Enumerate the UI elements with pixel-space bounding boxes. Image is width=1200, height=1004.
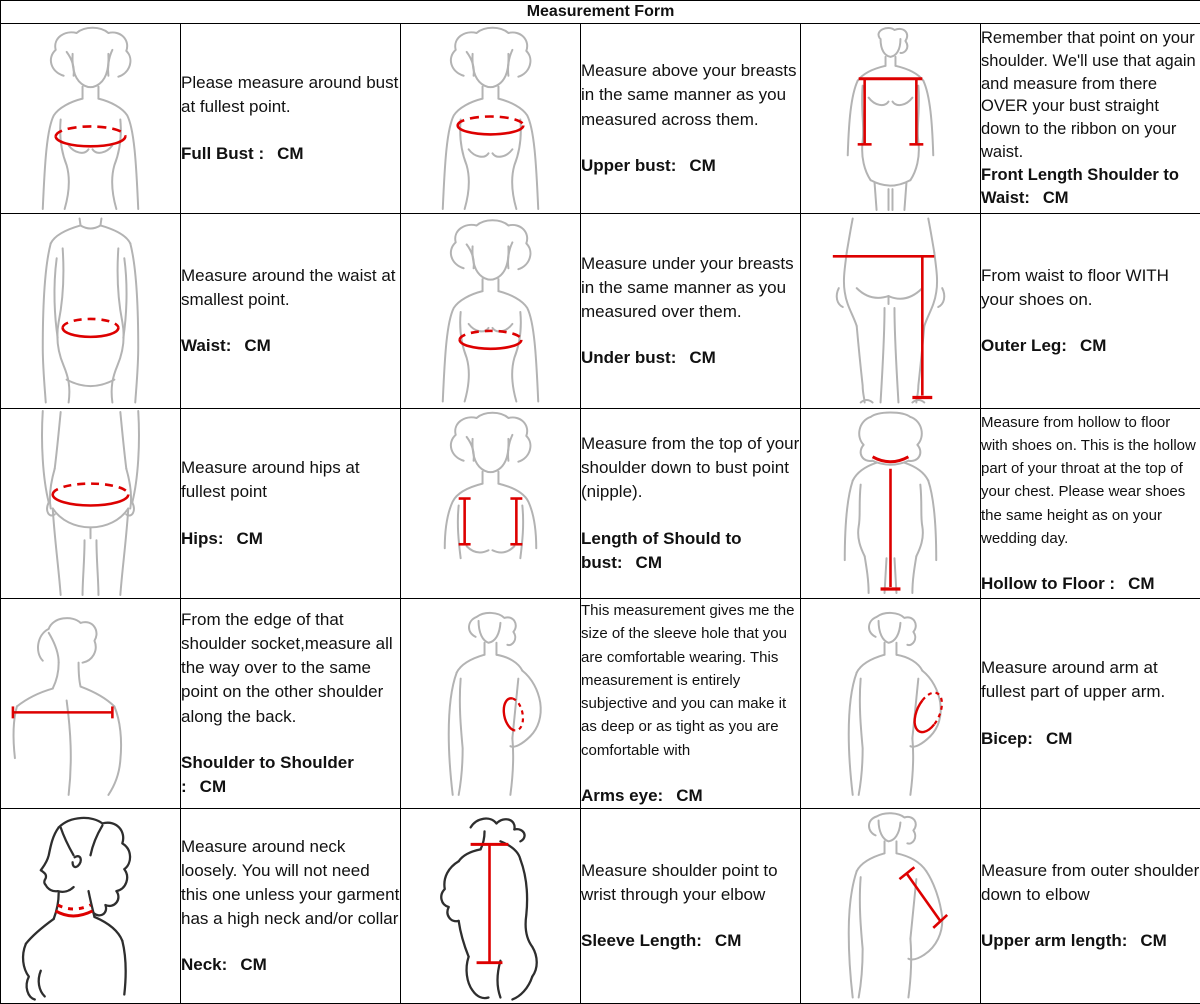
hollow-to-floor-figure-sketch (801, 409, 980, 598)
waist-figure-cell (1, 214, 181, 409)
measurement-description: Measure around neck loosely. You will not need this one unless your garment has a high neck and/or collar (181, 835, 400, 932)
full-bust-figure-sketch (1, 24, 180, 213)
measurement-description: Measure around the waist at smallest point. (181, 264, 400, 312)
neck-figure-sketch (1, 809, 180, 1003)
unit-label: CM (1046, 729, 1072, 748)
waist-text-cell (181, 214, 401, 409)
label-text: Under bust: (581, 348, 676, 367)
sleeve-length-text-cell (581, 808, 801, 1003)
label-text: Neck: (181, 955, 227, 974)
front-length-figure-cell (801, 24, 981, 214)
unit-label: CM (277, 144, 303, 163)
measurement-description: Measure under your breasts in the same manner as you measured over them. (581, 252, 800, 324)
measurement-label (981, 727, 1200, 751)
label-text: Arms eye: (581, 786, 663, 805)
label-text: Bicep: (981, 729, 1033, 748)
full-bust-text-cell (181, 24, 401, 214)
shoulder-to-bust-text-cell (581, 409, 801, 599)
measurement-description: This measurement gives me the size of the sleeve hole that you are comfortable wearing. This measurement is entirely subjective and you can make it as deep or as tight as you are comfortable with (581, 599, 800, 762)
arms-eye-figure-cell (401, 599, 581, 809)
upper-arm-figure-cell (801, 808, 981, 1003)
measurement-label (181, 953, 400, 977)
measurement-label (981, 572, 1200, 596)
upper-bust-figure-cell (401, 24, 581, 214)
upper-bust-text-cell (581, 24, 801, 214)
upper-arm-text-cell (981, 808, 1200, 1003)
measurement-label (581, 784, 800, 808)
hips-text-cell (181, 409, 401, 599)
label-text: Sleeve Length: (581, 931, 702, 950)
bicep-figure-sketch (801, 599, 980, 808)
neck-text-cell (181, 808, 401, 1003)
label-text: Upper arm length: (981, 931, 1127, 950)
page-title: Measurement Form (1, 1, 1200, 24)
measurement-description: Remember that point on your shoulder. We'll use that again and measure from there OVER your bust straight down to the ribbon on your waist. (981, 27, 1200, 164)
shoulder-to-bust-figure-cell (401, 409, 581, 599)
upper-bust-figure-sketch (401, 24, 580, 213)
arms-eye-figure-sketch (401, 599, 580, 808)
unit-label: CM (200, 777, 226, 796)
unit-label: CM (240, 955, 266, 974)
measurement-label (181, 751, 400, 799)
bicep-text-cell (981, 599, 1200, 809)
measurement-description: Measure from outer shoulder down to elbow (981, 859, 1200, 907)
waist-figure-sketch (1, 214, 180, 408)
shoulder-to-shoulder-figure-sketch (1, 599, 180, 808)
label-text: Shoulder to Shoulder : (181, 753, 354, 796)
unit-label: CM (1128, 574, 1154, 593)
label-text: Length of Should to bust: (581, 529, 742, 572)
arms-eye-text-cell (581, 599, 801, 809)
unit-label: CM (676, 786, 702, 805)
measurement-label (181, 527, 400, 551)
measurement-description: Please measure around bust at fullest point. (181, 71, 400, 119)
label-text: Front Length Shoulder to Waist: (981, 166, 1179, 207)
unit-label: CM (689, 156, 715, 175)
label-text: Waist: (181, 336, 231, 355)
neck-figure-cell (1, 808, 181, 1003)
unit-label: CM (689, 348, 715, 367)
front-length-text-cell (981, 24, 1200, 214)
hips-figure-sketch (1, 409, 180, 598)
label-text: Hollow to Floor : (981, 574, 1115, 593)
bicep-figure-cell (801, 599, 981, 809)
measurement-description: Measure around hips at fullest point (181, 456, 400, 504)
outer-leg-figure-cell (801, 214, 981, 409)
measurement-label (581, 154, 800, 178)
measurement-label (581, 346, 800, 370)
label-text: Full Bust : (181, 144, 264, 163)
measurement-label (981, 334, 1200, 358)
unit-label: CM (636, 553, 662, 572)
front-length-figure-sketch (801, 24, 980, 213)
sleeve-length-figure-cell (401, 808, 581, 1003)
label-text: Upper bust: (581, 156, 676, 175)
measurement-label (181, 334, 400, 358)
hollow-to-floor-figure-cell (801, 409, 981, 599)
under-bust-text-cell (581, 214, 801, 409)
measurement-description: From waist to floor WITH your shoes on. (981, 264, 1200, 312)
unit-label: CM (1080, 336, 1106, 355)
measurement-label (981, 929, 1200, 953)
label-text: Outer Leg: (981, 336, 1067, 355)
measurement-label (581, 929, 800, 953)
unit-label: CM (715, 931, 741, 950)
sleeve-length-figure-sketch (401, 809, 580, 1003)
shoulder-to-shoulder-text-cell (181, 599, 401, 809)
measurement-description: From the edge of that shoulder socket,measure all the way over to the same point on the other shoulder along the back. (181, 608, 400, 729)
under-bust-figure-sketch (401, 214, 580, 408)
full-bust-figure-cell (1, 24, 181, 214)
unit-label: CM (244, 336, 270, 355)
label-text: Hips: (181, 529, 224, 548)
shoulder-to-shoulder-figure-cell (1, 599, 181, 809)
hips-figure-cell (1, 409, 181, 599)
measurement-label (981, 164, 1200, 210)
under-bust-figure-cell (401, 214, 581, 409)
measurement-description: Measure from the top of your shoulder down to bust point (nipple). (581, 432, 800, 504)
measurement-label (581, 527, 800, 575)
outer-leg-text-cell (981, 214, 1200, 409)
measurement-label (181, 142, 400, 166)
unit-label: CM (237, 529, 263, 548)
unit-label: CM (1043, 189, 1069, 207)
measurement-description: Measure shoulder point to wrist through your elbow (581, 859, 800, 907)
measurement-description: Measure from hollow to floor with shoes on. This is the hollow part of your throat at the top of your chest. Please wear shoes the same height as on your wedding day. (981, 411, 1200, 551)
measurement-description: Measure around arm at fullest part of upper arm. (981, 656, 1200, 704)
measurement-description: Measure above your breasts in the same manner as you measured across them. (581, 59, 800, 131)
hollow-to-floor-text-cell (981, 409, 1200, 599)
outer-leg-figure-sketch (801, 214, 980, 408)
shoulder-to-bust-figure-sketch (401, 409, 580, 598)
unit-label: CM (1140, 931, 1166, 950)
upper-arm-figure-sketch (801, 809, 980, 1003)
